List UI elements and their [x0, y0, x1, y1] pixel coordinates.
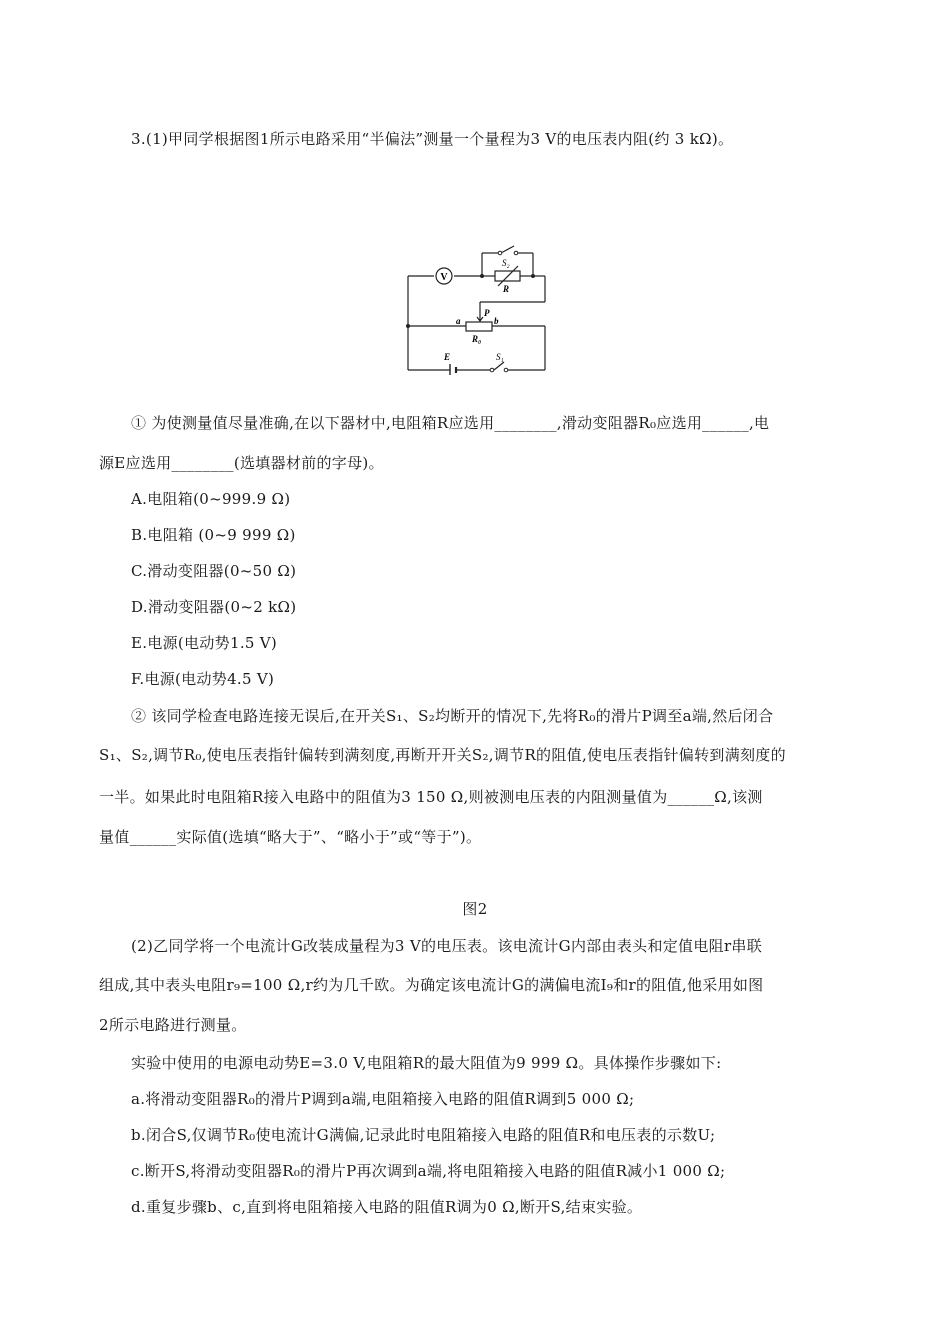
sub-question-2-line-1: ② 该同学检查电路连接无误后,在开关S₁、S₂均断开的情况下,先将R₀的滑片P调至a端,然后闭合 — [131, 707, 774, 725]
option-c: C.滑动变阻器(0~50 Ω) — [131, 562, 297, 580]
step-d: d.重复步骤b、c,直到将电阻箱接入电路的阻值R调为0 Ω,断开S,结束实验。 — [131, 1198, 643, 1216]
figure-2-caption: 图2 — [462, 900, 488, 918]
step-b: b.闭合S,仅调节R₀使电流计G满偏,记录此时电阻箱接入电路的阻值R和电压表的示数U; — [131, 1126, 716, 1144]
step-c: c.断开S,将滑动变阻器R₀的滑片P再次调到a端,将电阻箱接入电路的阻值R减小1 000 Ω; — [131, 1162, 726, 1180]
sub-question-2-line-3: 一半。如果此时电阻箱R接入电路中的阻值为3 150 Ω,则被测电压表的内阻测量值为______Ω,该测 — [99, 788, 763, 806]
option-a: A.电阻箱(0~999.9 Ω) — [131, 490, 291, 508]
p-label: P — [484, 308, 490, 318]
option-e: E.电源(电动势1.5 V) — [131, 634, 278, 652]
part-2-line-2: 组成,其中表头电阻r₉=100 Ω,r约为几千欧。为确定该电流计G的满偏电流I₉和r的阻值,他采用如图 — [99, 976, 764, 994]
part-2-line-1: (2)乙同学将一个电流计G改装成量程为3 V的电压表。该电流计G内部由表头和定值电阻r串联 — [131, 937, 763, 955]
step-a: a.将滑动变阻器R₀的滑片P调到a端,电阻箱接入电路的阻值R调到5 000 Ω; — [131, 1090, 635, 1108]
r-label: R — [503, 284, 510, 294]
sub-question-1-line-1: ① 为使测量值尽量准确,在以下器材中,电阻箱R应选用________,滑动变阻器R₀应选用______,电 — [131, 414, 770, 432]
option-d: D.滑动变阻器(0~2 kΩ) — [131, 598, 297, 616]
sub-question-1-line-2: 源E应选用________(选填器材前的字母)。 — [99, 454, 384, 472]
question-3-intro: 3.(1)甲同学根据图1所示电路采用“半偏法”测量一个量程为3 V的电压表内阻(约 3 kΩ)。 — [131, 130, 734, 148]
voltmeter-label: V — [440, 272, 448, 283]
part-2-line-4: 实验中使用的电源电动势E=3.0 V,电阻箱R的最大阻值为9 999 Ω。具体操作步骤如下: — [131, 1054, 722, 1072]
option-f: F.电源(电动势4.5 V) — [131, 670, 275, 688]
sub-question-2-line-2: S₁、S₂,调节R₀,使电压表指针偏转到满刻度,再断开开关S₂,调节R的阻值,使电压表指针偏转到满刻度的 — [99, 746, 786, 764]
part-2-line-3: 2所示电路进行测量。 — [99, 1016, 247, 1034]
s2-label: S₂ — [502, 258, 510, 268]
a-label: a — [456, 316, 461, 326]
b-label: b — [494, 316, 499, 326]
option-b: B.电阻箱 (0~9 999 Ω) — [131, 526, 296, 544]
r0-label: R₀ — [472, 334, 482, 344]
circuit-figure-1 — [400, 240, 550, 375]
sub-question-2-line-4: 量值______实际值(选填“略大于”、“略小于”或“等于”)。 — [99, 828, 482, 846]
s1-label: S₁ — [496, 352, 504, 362]
e-label: E — [444, 352, 451, 362]
